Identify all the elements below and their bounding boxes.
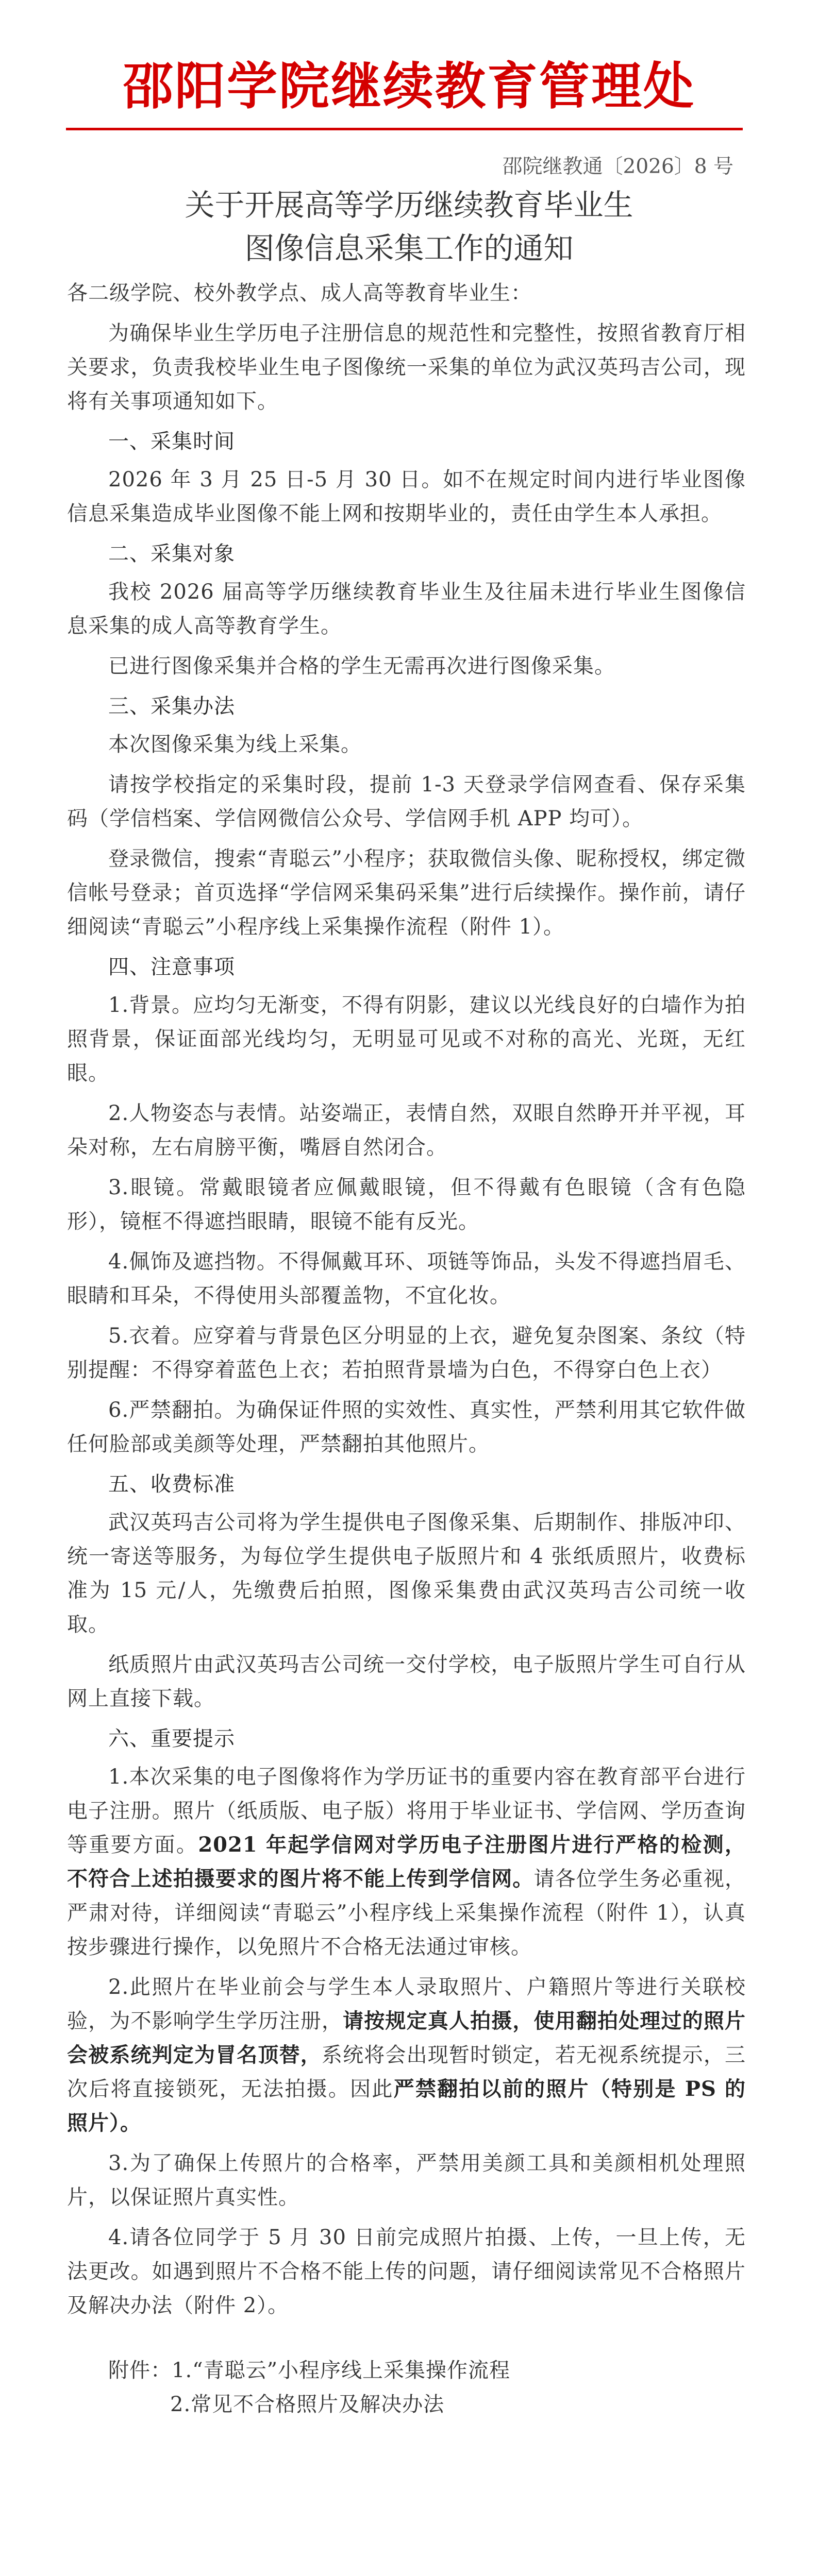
- document-title: [0, 183, 818, 270]
- tip-4: 4.请各位同学于 5 月 30 日前完成照片拍摄、上传，一旦上传，无法更改。如遇到照片不合格不能上传的问题，请仔细阅读常见不合格照片及解决办法（附件 2）。: [67, 2226, 746, 2317]
- section-time-paragraph: 2026 年 3 月 25 日-5 月 30 日。如不在规定时间内进行毕业图像信息采集造成毕业图像不能上网和按期毕业的，责任由学生本人承担。: [67, 468, 746, 526]
- tip-1-text-b: 请各位学生务必重视，严肃对待，详细阅读“青聪云”小程序线上采集操作流程（附件 1），认真按步骤进行操作，以免照片不合格无法通过审核。: [67, 1867, 746, 1959]
- section-method-paragraph-3: 登录微信，搜索“青聪云”小程序；获取微信头像、昵称授权，绑定微信帐号登录；首页选择“学信网采集码采集”进行后续操作。操作前，请仔细阅读“青聪云”小程序线上采集操作流程（附件 1）。: [67, 847, 746, 939]
- tip-2: [67, 1970, 746, 2140]
- document-title-line1: 关于开展高等学历继续教育毕业生: [185, 188, 633, 223]
- section-target-paragraph-2: 已进行图像采集并合格的学生无需再次进行图像采集。: [108, 654, 615, 678]
- attachments-label: 附件：: [108, 2359, 172, 2382]
- note-accessories: 4.佩饰及遮挡物。不得佩戴耳环、项链等饰品，头发不得遮挡眉毛、眼睛和耳朵，不得使用头部覆盖物，不宜化妆。: [67, 1250, 746, 1308]
- tip-2-bold-1: 请按规定真人拍摄，使用翻拍处理过的照片会被系统判定为冒名顶替，: [67, 2009, 746, 2067]
- tip-2-bold-2: 严禁翻拍以前的照片（特别是 PS 的照片）。: [67, 2077, 746, 2135]
- attachment-item-1: 1.“青聪云”小程序线上采集操作流程: [172, 2359, 511, 2382]
- section-heading-target: 二、采集对象: [108, 542, 235, 566]
- note-background: 1.背景。应均匀无渐变，不得有阴影，建议以光线良好的白墙作为拍照背景，保证面部光线均匀，无明显可见或不对称的高光、光斑，无红眼。: [67, 993, 746, 1085]
- section-target-paragraph-1: 我校 2026 届高等学历继续教育毕业生及往届未进行毕业生图像信息采集的成人高等教育学生。: [67, 580, 746, 638]
- letterhead-red-rule: [66, 128, 743, 130]
- section-heading-notes: 四、注意事项: [108, 955, 235, 979]
- note-clothing: 5.衣着。应穿着与背景色区分明显的上衣，避免复杂图案、条纹（特别提醒：不得穿着蓝色上衣；若拍照背景墙为白色，不得穿白色上衣）: [67, 1324, 746, 1382]
- org-letterhead-title: 邵阳学院继续教育管理处: [122, 57, 695, 116]
- section-heading-time: 一、采集时间: [108, 430, 235, 453]
- tip-3: 3.为了确保上传照片的合格率，严禁用美颜工具和美颜相机处理照片，以保证照片真实性。: [67, 2151, 746, 2209]
- fees-paragraph-1: 武汉英玛吉公司将为学生提供电子图像采集、后期制作、排版冲印、统一寄送等服务，为每位学生提供电子版照片和 4 张纸质照片，收费标准为 15 元/人，先缴费后拍照，图像采集费由武汉英玛吉公司统一收取。: [67, 1511, 746, 1636]
- fees-paragraph-2: 纸质照片由武汉英玛吉公司统一交付学校，电子版照片学生可自行从网上直接下载。: [67, 1653, 746, 1710]
- section-heading-fees: 五、收费标准: [108, 1472, 235, 1496]
- section-method-paragraph-2: 请按学校指定的采集时段，提前 1-3 天登录学信网查看、保存采集码（学信档案、学信网微信公众号、学信网手机 APP 均可）。: [67, 773, 746, 831]
- document-title-line2: 图像信息采集工作的通知: [244, 231, 574, 266]
- section-method-paragraph-1: 本次图像采集为线上采集。: [108, 733, 362, 756]
- section-heading-method: 三、采集办法: [108, 694, 235, 718]
- attachments-block: [67, 2353, 746, 2421]
- tip-2-text-b: 系统将会出现暂时锁定，若无视系统提示，三次后将直接锁死，无法拍摄。因此: [67, 2043, 746, 2101]
- tip-1-bold: 2021 年起学信网对学历电子注册图片进行严格的检测，不符合上述拍摄要求的图片将不能上传到学信网。: [67, 1833, 746, 1891]
- document-body: [67, 276, 746, 2421]
- tip-1-text-a: 1.本次采集的电子图像将作为学历证书的重要内容在教育部平台进行电子注册。照片（纸质版、电子版）将用于毕业证书、学信网、学历查询等重要方面。: [67, 1765, 746, 1857]
- tip-1: [67, 1760, 746, 1964]
- salutation: 各二级学院、校外教学点、成人高等教育毕业生：: [67, 281, 532, 305]
- note-posture: 2.人物姿态与表情。站姿端正，表情自然，双眼自然睁开并平视，耳朵对称，左右肩膀平衡，嘴唇自然闭合。: [67, 1101, 746, 1159]
- note-glasses: 3.眼镜。常戴眼镜者应佩戴眼镜，但不得戴有色眼镜（含有色隐形），镜框不得遮挡眼睛，眼镜不能有反光。: [67, 1176, 746, 1233]
- attachment-item-2: 2.常见不合格照片及解决办法: [170, 2393, 445, 2416]
- tip-2-text-a: 2.此照片在毕业前会与学生本人录取照片、户籍照片等进行关联校验，为不影响学生学历注册，: [67, 1975, 746, 2033]
- attachment-row-1: [67, 2353, 746, 2387]
- attachment-row-2: [67, 2387, 746, 2421]
- document-number: 邵院继教通〔2026〕8 号: [502, 155, 733, 178]
- section-heading-tips: 六、重要提示: [108, 1727, 235, 1751]
- intro-paragraph: 为确保毕业生学历电子注册信息的规范性和完整性，按照省教育厅相关要求，负责我校毕业生电子图像统一采集的单位为武汉英玛吉公司，现将有关事项通知如下。: [67, 321, 746, 413]
- note-no-retake: 6.严禁翻拍。为确保证件照的实效性、真实性，严禁利用其它软件做任何脸部或美颜等处理，严禁翻拍其他照片。: [67, 1398, 746, 1456]
